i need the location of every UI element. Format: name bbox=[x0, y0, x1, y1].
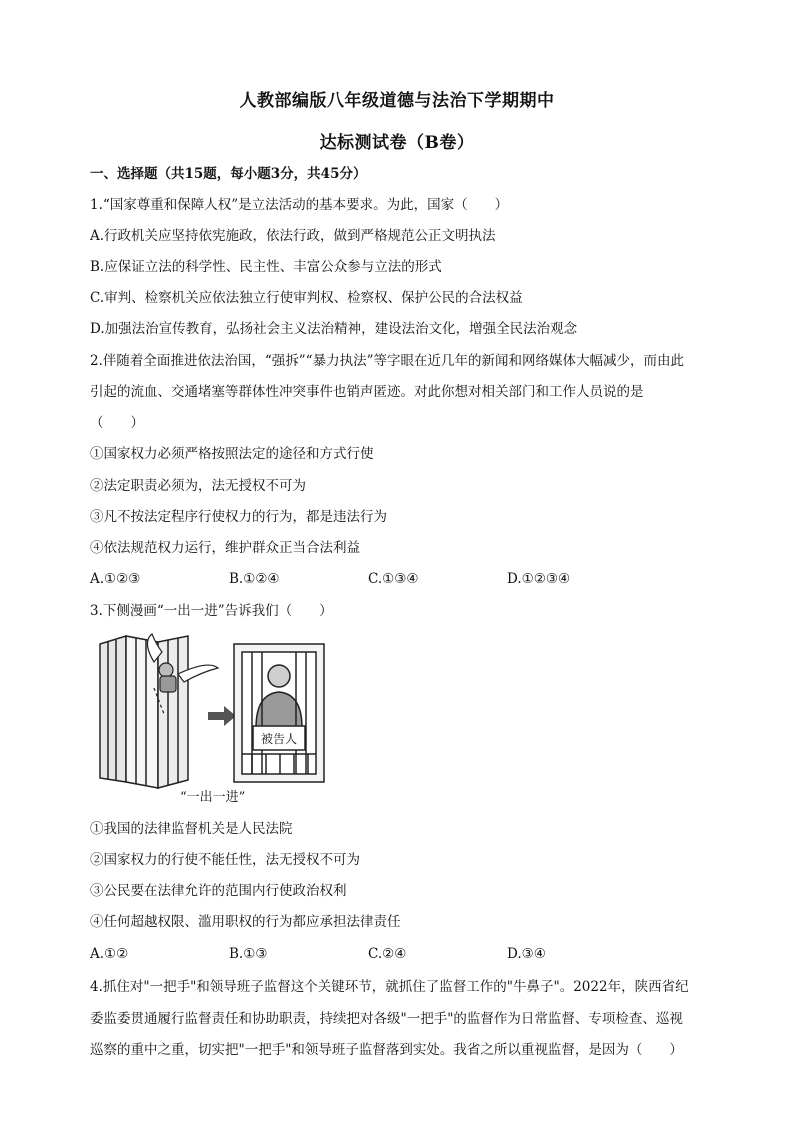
defendant-label: 被告人 bbox=[260, 732, 298, 746]
empty-cage bbox=[100, 636, 188, 788]
q3-item-4: ④任何超越权限、滥用职权的行为都应承担法律责任 bbox=[90, 914, 401, 930]
q2-item-1: ①国家权力必须严格按照法定的途径和方式行使 bbox=[90, 446, 374, 462]
q2-item-3: ③凡不按法定程序行使权力的行为，都是违法行为 bbox=[90, 509, 387, 525]
q4-stem-line1: 4.抓住对"一把手"和领导班子监督这个关键环节，就抓住了监督工作的"牛鼻子"。2022年，陕西省纪 bbox=[90, 979, 689, 995]
q2-stem-line1: 2.伴随着全面推进依法治国，“强拆”“暴力执法”等字眼在近几年的新闻和网络媒体大幅减少，而由此 bbox=[90, 353, 684, 369]
q4-stem-line3: 巡察的重中之重，切实把"一把手"和领导班子监督落到实处。我省之所以重视监督，是因为（ ） bbox=[90, 1042, 683, 1058]
q2-stem-line2: 引起的流血、交通堵塞等群体性冲突事件也销声匿迹。对此你想对相关部门和工作人员说的是 bbox=[90, 384, 644, 400]
q2-choice-d: D.①②③④ bbox=[507, 571, 571, 587]
q2-item-2: ②法定职责必须为，法无授权不可为 bbox=[90, 478, 306, 494]
section-heading: 一、选择题（共15题，每小题3分，共45分） bbox=[90, 166, 367, 182]
exam-title-line1: 人教部编版八年级道德与法治下学期期中 bbox=[239, 91, 555, 111]
q1-option-b: B.应保证立法的科学性、民主性、丰富公众参与立法的形式 bbox=[90, 259, 442, 275]
q1-option-d: D.加强法治宣传教育，弘扬社会主义法治精神，建设法治文化，增强全民法治观念 bbox=[90, 321, 578, 337]
q2-choice-a: A.①②③ bbox=[90, 571, 141, 587]
exam-title-line2: 达标测试卷（B卷） bbox=[319, 133, 475, 153]
q3-choice-d: D.③④ bbox=[507, 946, 546, 962]
arrow-right-icon bbox=[208, 706, 236, 726]
q3-item-2: ②国家权力的行使不能任性，法无授权不可为 bbox=[90, 852, 360, 868]
q3-choice-a: A.①② bbox=[90, 946, 129, 962]
q3-item-1: ①我国的法律监督机关是人民法院 bbox=[90, 821, 293, 837]
defendant-cage bbox=[234, 644, 324, 782]
cartoon-caption: “一出一进” bbox=[180, 790, 246, 805]
cartoon-illustration bbox=[96, 632, 336, 804]
q2-choice-c: C.①③④ bbox=[368, 571, 419, 587]
q4-stem-line2: 委监委贯通履行监督责任和协助职责，持续把对各级"一把手"的监督作为日常监督、专项检查、巡视 bbox=[90, 1011, 683, 1027]
q2-item-4: ④依法规范权力运行，维护群众正当合法利益 bbox=[90, 540, 360, 556]
q3-stem: 3.下侧漫画“一出一进”告诉我们（ ） bbox=[90, 603, 333, 619]
q3-choice-c: C.②④ bbox=[368, 946, 407, 962]
cartoon-svg bbox=[96, 632, 336, 804]
q1-option-c: C.审判、检察机关应依法独立行使审判权、检察权、保护公民的合法权益 bbox=[90, 290, 523, 306]
q3-item-3: ③公民要在法律允许的范围内行使政治权利 bbox=[90, 883, 347, 899]
q2-choice-b: B.①②④ bbox=[229, 571, 280, 587]
q1-stem: 1.“国家尊重和保障人权”是立法活动的基本要求。为此，国家（ ） bbox=[90, 197, 509, 213]
q2-stem-line3: （ ） bbox=[90, 415, 144, 431]
q1-option-a: A.行政机关应坚持依宪施政，依法行政，做到严格规范公正文明执法 bbox=[90, 228, 496, 244]
q3-choice-b: B.①③ bbox=[229, 946, 268, 962]
